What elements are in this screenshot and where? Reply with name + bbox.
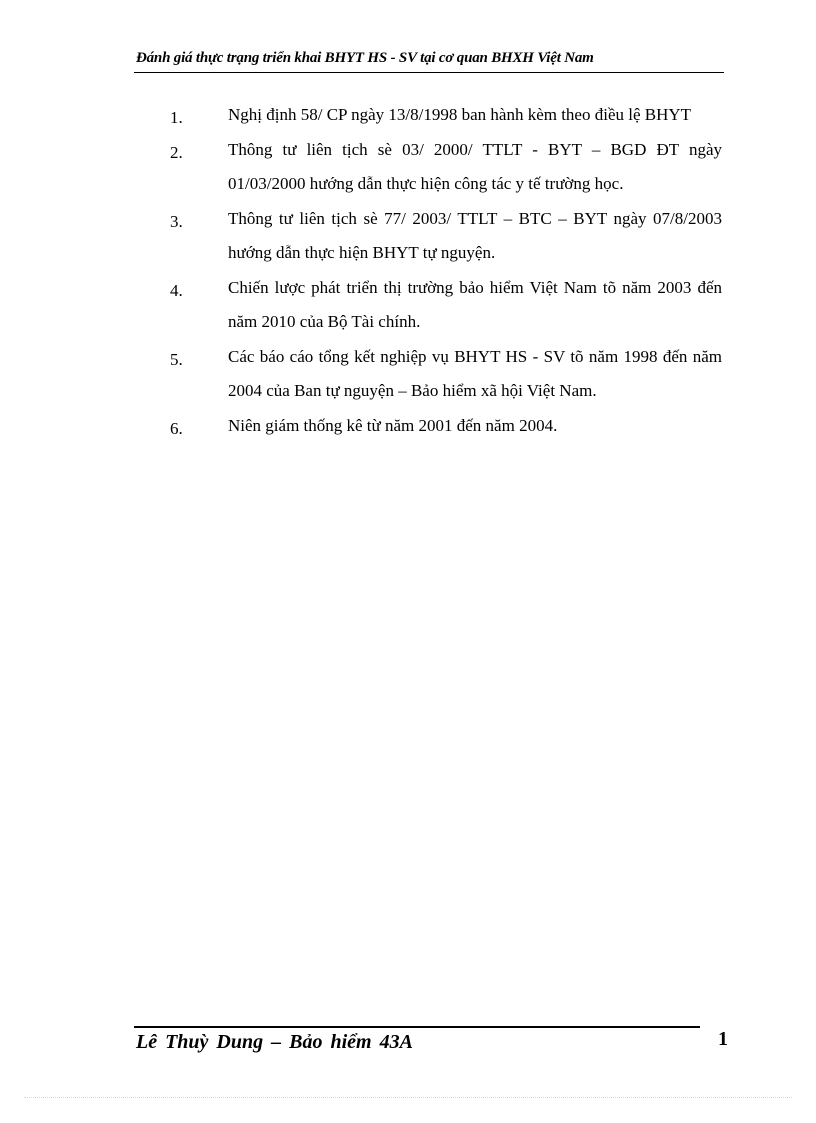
list-item: [168, 133, 722, 201]
page-edge-divider: [24, 1097, 792, 1098]
list-item-text: Thông tư liên tịch sè 03/ 2000/ TTLT - BYT – BGD ĐT ngày 01/03/2000 hướng dẫn thực hiện công tác y tế trường học.: [228, 140, 722, 193]
footer-author: Lê Thuỳ Dung – Bảo hiểm 43A: [136, 1031, 413, 1053]
list-item-number: 4.: [170, 281, 183, 300]
list-item-text: Niên giám thống kê từ năm 2001 đến năm 2004.: [228, 416, 558, 435]
list-item-text: Các báo cáo tổng kết nghiệp vụ BHYT HS - SV tõ năm 1998 đến năm 2004 của Ban tự nguyện – Bảo hiểm xã hội Việt Nam.: [228, 347, 722, 400]
list-item: [168, 98, 722, 132]
list-item-text: Thông tư liên tịch sè 77/ 2003/ TTLT – BTC – BYT ngày 07/8/2003 hướng dẫn thực hiện BHYT tự nguyện.: [228, 209, 722, 262]
list-item-number: 5.: [170, 350, 183, 369]
footer-divider: [134, 1026, 700, 1028]
list-item: [168, 202, 722, 270]
list-item-text: Chiến lược phát triển thị trường bảo hiểm Việt Nam tõ năm 2003 đến năm 2010 của Bộ Tài chính.: [228, 278, 722, 331]
list-item: [168, 340, 722, 408]
header-divider: [134, 72, 724, 73]
reference-list: [168, 98, 722, 444]
running-header: Đánh giá thực trạng triển khai BHYT HS - SV tại cơ quan BHXH Việt Nam: [136, 50, 594, 66]
list-item-number: 6.: [170, 419, 183, 438]
list-item-number: 3.: [170, 212, 183, 231]
list-item-number: 2.: [170, 143, 183, 162]
list-item-number: 1.: [170, 108, 183, 127]
list-item: [168, 271, 722, 339]
list-item-text: Nghị định 58/ CP ngày 13/8/1998 ban hành kèm theo điều lệ BHYT: [228, 105, 692, 124]
page-number: 1: [718, 1028, 728, 1050]
list-item: [168, 409, 722, 443]
